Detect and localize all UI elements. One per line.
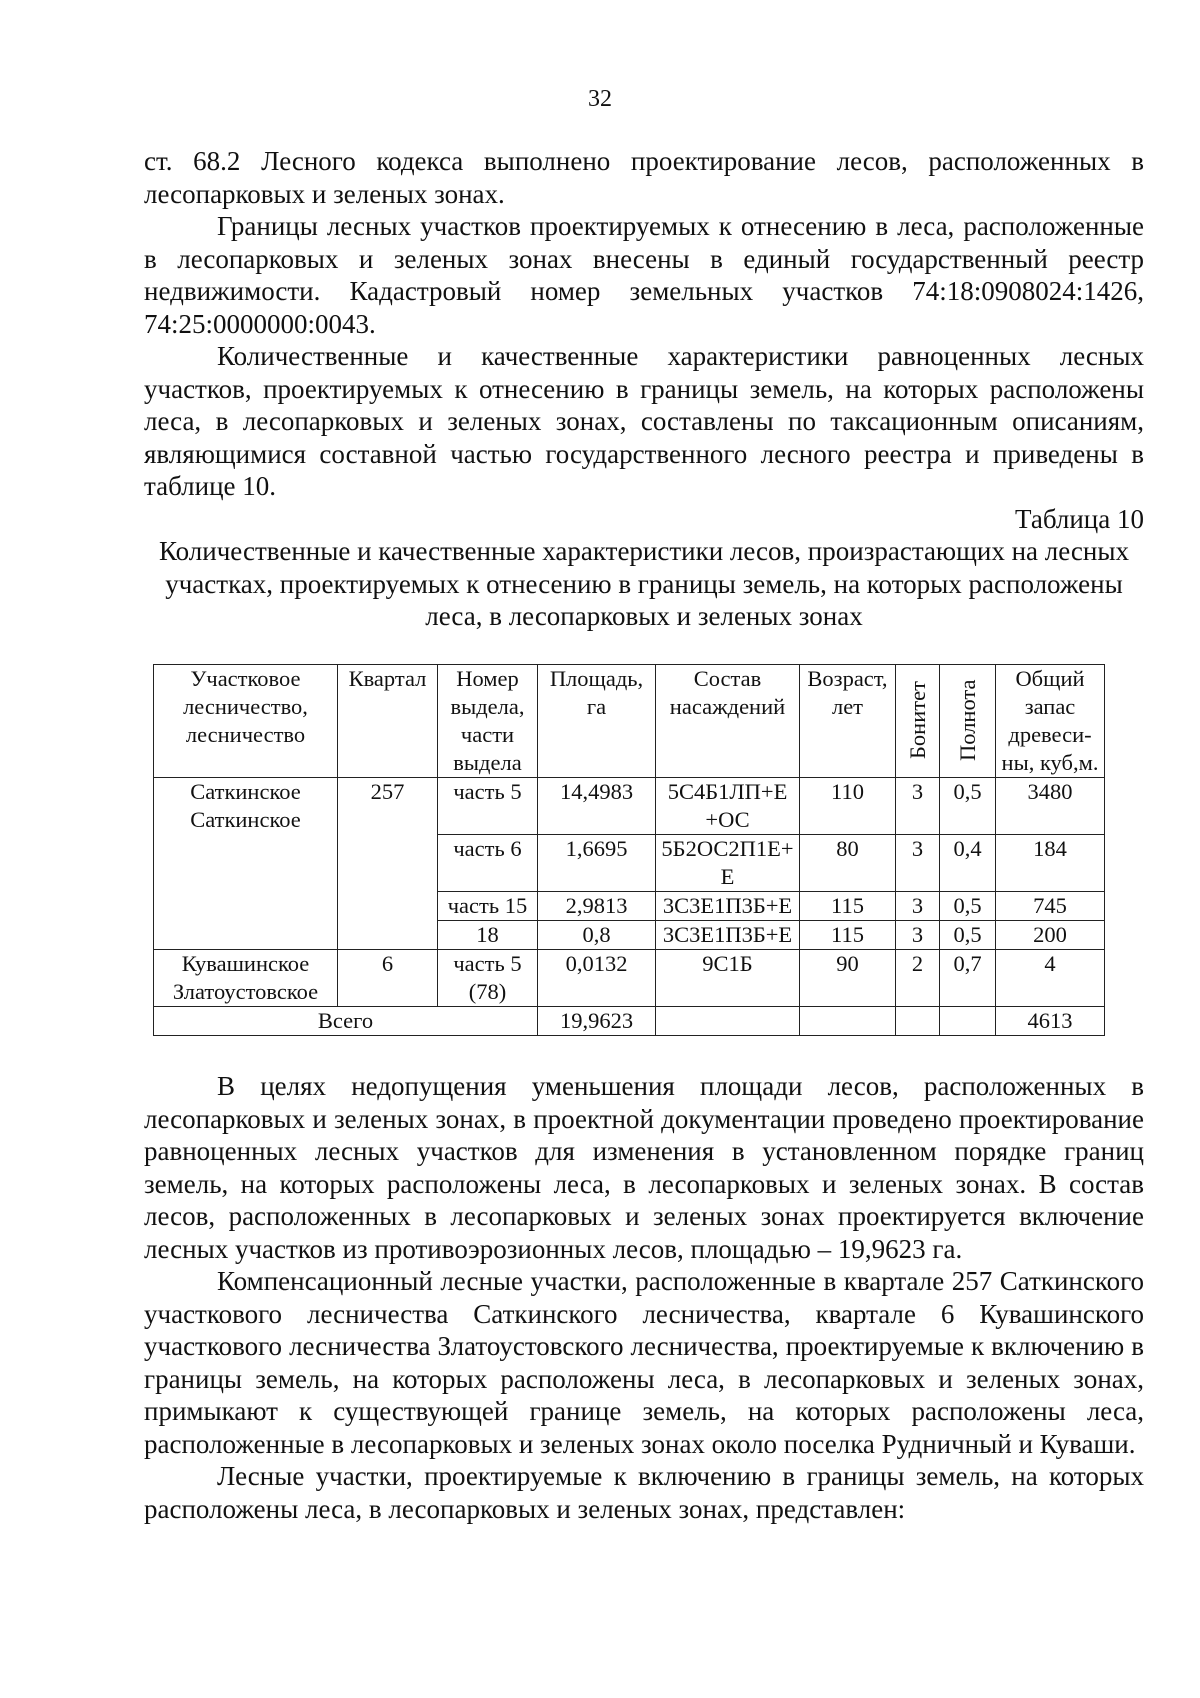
header-forestry: Участковое лесничество, лесничество — [154, 665, 338, 778]
table-row — [154, 950, 1105, 1007]
header-density-cell — [940, 665, 996, 778]
cell-total-area: 19,9623 — [538, 1007, 656, 1036]
body-text-top — [144, 145, 1144, 633]
cell-area: 1,6695 — [538, 835, 656, 892]
cell-age: 80 — [800, 835, 896, 892]
cell-bonitet: 3 — [896, 892, 940, 921]
cell-composition: 9С1Б — [656, 950, 800, 1007]
cell-age: 90 — [800, 950, 896, 1007]
cell-composition: 5С4Б1ЛП+Е +ОС — [656, 778, 800, 835]
cell-area: 14,4983 — [538, 778, 656, 835]
header-quarter: Квартал — [338, 665, 438, 778]
cell-plot: часть 6 — [438, 835, 538, 892]
cell-empty — [940, 1007, 996, 1036]
cell-bonitet: 3 — [896, 921, 940, 950]
body-text-bottom — [144, 1070, 1144, 1525]
paragraph-1: ст. 68.2 Лесного кодекса выполнено проектирование лесов, расположенных в лесопарковых и зеленых зонах. — [144, 146, 1144, 209]
header-stock: Общий запас древеси-ны, куб,м. — [996, 665, 1105, 778]
cell-composition: 3С3Е1П3Б+Е — [656, 921, 800, 950]
header-composition: Состав насаждений — [656, 665, 800, 778]
header-bonitet-cell — [896, 665, 940, 778]
paragraph-2: Границы лесных участков проектируемых к отнесению в леса, расположенные в лесопарковых и зеленых зонах внесены в единый государственный реестр недвижимости. Кадастровый номер земельных участков 74:18:0908024:1426, 74:25:0000000:0043. — [144, 211, 1144, 339]
cell-plot: 18 — [438, 921, 538, 950]
cell-empty — [656, 1007, 800, 1036]
cell-plot: часть 15 — [438, 892, 538, 921]
cell-empty — [896, 1007, 940, 1036]
cell-stock: 4 — [996, 950, 1105, 1007]
cell-bonitet: 2 — [896, 950, 940, 1007]
cell-age: 115 — [800, 921, 896, 950]
cell-composition: 5Б2ОС2П1Е+ Е — [656, 835, 800, 892]
header-area: Площадь, га — [538, 665, 656, 778]
cell-total-label: Всего — [154, 1007, 538, 1036]
cell-quarter-group2: 6 — [338, 950, 438, 1007]
cell-bonitet: 3 — [896, 778, 940, 835]
table-title: Количественные и качественные характеристики лесов, произрастающих на лесных участках, проектируемых к отнесению в границы земель, на которых расположены леса, в лесопарковых и зеленых зонах — [159, 536, 1129, 631]
cell-stock: 200 — [996, 921, 1105, 950]
table-total-row — [154, 1007, 1105, 1036]
cell-age: 110 — [800, 778, 896, 835]
cell-age: 115 — [800, 892, 896, 921]
table-row — [154, 778, 1105, 835]
paragraph-4: В целях недопущения уменьшения площади лесов, расположенных в лесопарковых и зеленых зонах, в проектной документации проведено проектирование равноценных лесных участков для изменения в установленном порядке границ земель, на которых расположены леса, в лесопарковых и зеленых зонах. В состав лесов, расположенных в лесопарковых и зеленых зонах проектируется включение лесных участков из противоэрозионных лесов, площадью – 19,9623 га. — [144, 1071, 1144, 1264]
table-label: Таблица 10 — [1015, 503, 1144, 534]
paragraph-6: Лесные участки, проектируемые к включению в границы земель, на которых расположены леса, в лесопарковых и зеленых зонах, представлен: — [144, 1461, 1144, 1524]
paragraph-5: Компенсационный лесные участки, расположенные в квартале 257 Саткинского участкового лесничества Саткинского лесничества, квартале 6 Кувашинского участкового лесничества Златоустовского лесничества, проектируемые к включению в границы земель, на которых расположены леса, в лесопарковых и зеленых зонах, примыкают к существующей границе земель, на которых расположены леса, расположенные в лесопарковых и зеленых зонах около поселка Рудничный и Куваши. — [144, 1266, 1144, 1459]
header-age: Возраст, лет — [800, 665, 896, 778]
header-density: Полнота — [954, 679, 980, 761]
cell-composition: 3С3Е1П3Б+Е — [656, 892, 800, 921]
cell-forestry-group1: Саткинское Саткинское — [154, 778, 338, 950]
cell-stock: 745 — [996, 892, 1105, 921]
cell-bonitet: 3 — [896, 835, 940, 892]
cell-empty — [800, 1007, 896, 1036]
cell-plot: часть 5 — [438, 778, 538, 835]
cell-area: 2,9813 — [538, 892, 656, 921]
page-number: 32 — [588, 86, 612, 112]
cell-area: 0,8 — [538, 921, 656, 950]
cell-plot: часть 5 (78) — [438, 950, 538, 1007]
cell-quarter-group1: 257 — [338, 778, 438, 950]
cell-density: 0,7 — [940, 950, 996, 1007]
cell-forestry-group2: Кувашинское Златоустовское — [154, 950, 338, 1007]
cell-stock: 3480 — [996, 778, 1105, 835]
cell-total-stock: 4613 — [996, 1007, 1105, 1036]
paragraph-3: Количественные и качественные характеристики равноценных лесных участков, проектируемых к отнесению в границы земель, на которых расположены леса, в лесопарковых и зеленых зонах, составлены по таксационным описаниям, являющимися составной частью государственного лесного реестра и приведены в таблице 10. — [144, 341, 1144, 501]
cell-density: 0,5 — [940, 892, 996, 921]
header-bonitet: Бонитет — [904, 681, 930, 759]
cell-density: 0,4 — [940, 835, 996, 892]
cell-density: 0,5 — [940, 921, 996, 950]
cell-area: 0,0132 — [538, 950, 656, 1007]
header-plot: Номер выдела, части выдела — [438, 665, 538, 778]
table-header-row — [154, 665, 1105, 778]
cell-stock: 184 — [996, 835, 1105, 892]
forest-characteristics-table — [153, 664, 1105, 1036]
cell-density: 0,5 — [940, 778, 996, 835]
